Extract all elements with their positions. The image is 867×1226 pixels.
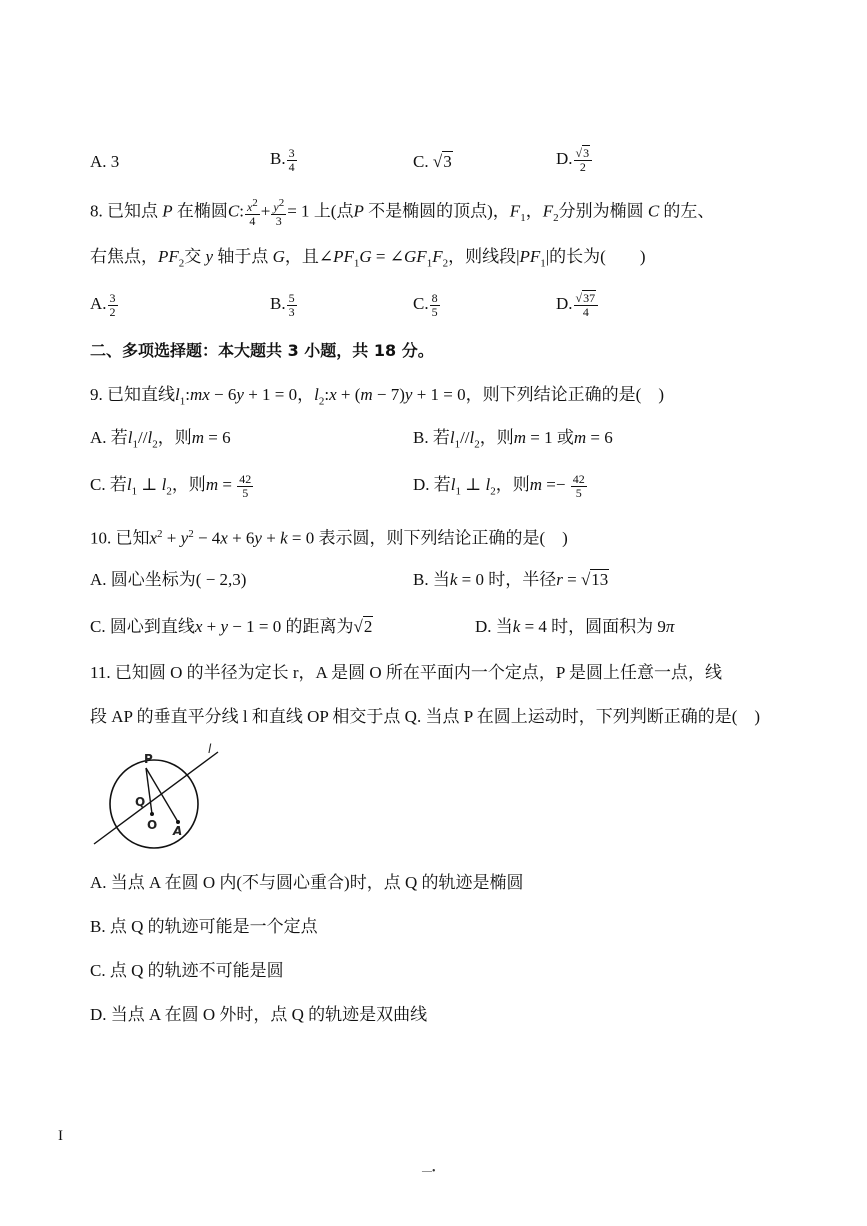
q11-stem-line1: 11. 已知圆 O 的半径为定长 r，A 是圆 O 所在平面内一个定点，P 是圆上任意一点，线 — [90, 663, 722, 682]
q10-option-d: D. 当k = 4 时，圆面积为 9π — [475, 617, 675, 636]
q9-stem: 9. 已知直线$l_1:mx - 6y + 1 = 0$，$l_2:x + (m - 7)y + 1 = 0$，则下列结论正确的是( ) — [90, 385, 664, 408]
label-l: l — [208, 742, 212, 756]
q8-option-c: C. $\frac{8}{5}$ — [413, 290, 438, 319]
q10-stem: 10. 已知$x^2 + y^2 - 4x + 6y + k = 0$ 表示圆，则下列结论正确的是( ) — [90, 528, 568, 548]
label-p: P — [144, 752, 153, 766]
label-o: O — [147, 818, 158, 832]
page-number-mark: —• — [422, 1166, 436, 1177]
q9-option-d: D. 若$l_1$ ⊥ $l_2$，则m =− $\frac{42}{5}$ — [413, 471, 585, 500]
point-o — [150, 812, 154, 816]
q8-stem-line2: 右焦点，$PF_2$交 y 轴于点 G，且$\angle PF_1G$ = $\angle GF_1F_2$，则线段$|PF_1|$的长为( ) — [90, 247, 646, 270]
label-q: Q — [135, 795, 146, 809]
q10-option-c: C. 圆心到直线x + y − 1 = 0 的距离为√2 — [90, 617, 373, 636]
q10-option-b: B. 当k = 0 时，半径r = √13 — [413, 570, 609, 589]
q9-option-b: B. 若$l_1//l_2$，则m = 1 或m = 6 — [413, 428, 613, 451]
label-a: A — [173, 824, 183, 838]
q8-option-a: A. $\frac{3}{2}$ — [90, 290, 116, 319]
q11-diagram — [90, 740, 230, 850]
q7-option-b: B. $\frac{3}{4}$ — [270, 145, 295, 174]
q11-option-a: A. 当点 A 在圆 O 内(不与圆心重合)时，点 Q 的轨迹是椭圆 — [90, 873, 524, 892]
left-margin-mark: I — [58, 1128, 63, 1144]
q11-option-d: D. 当点 A 在圆 O 外时，点 Q 的轨迹是双曲线 — [90, 1005, 428, 1024]
q11-option-c: C. 点 Q 的轨迹不可能是圆 — [90, 961, 284, 980]
circle-o — [110, 760, 198, 848]
q9-option-a: A. 若$l_1//l_2$，则m = 6 — [90, 428, 231, 451]
segment-po — [146, 768, 152, 814]
q8-stem-line1: 8. 已知点 P 在椭圆C: $\frac{x^2}{4}$ + $\frac{y^2}{3}$ = 1 上(点P 不是椭圆的顶点)，$F_1$，$F_2$分别为椭圆 C 的左、 — [90, 197, 715, 228]
q7-option-c: C. √3 — [413, 152, 452, 171]
q7-option-a: A. 3 — [90, 152, 120, 171]
circle-figure — [90, 740, 230, 850]
q8-option-d: D. $\frac{√37}{4}$ — [556, 291, 599, 319]
section-heading: 二、多项选择题：本大题共 3 小题，共 18 分。 — [90, 341, 434, 360]
q8-option-b: B. $\frac{5}{3}$ — [270, 290, 295, 319]
q11-stem-line2: 段 AP 的垂直平分线 l 和直线 OP 相交于点 Q. 当点 P 在圆上运动时，下列判断正确的是( ) — [90, 707, 761, 726]
q7-option-d: D. $\frac{√3}{2}$ — [556, 146, 593, 174]
q11-option-b: B. 点 Q 的轨迹可能是一个定点 — [90, 917, 318, 936]
q10-option-a: A. 圆心坐标为( − 2,3) — [90, 570, 247, 589]
q9-option-c: C. 若$l_1$ ⊥ $l_2$，则m = $\frac{42}{5}$ — [90, 471, 252, 500]
